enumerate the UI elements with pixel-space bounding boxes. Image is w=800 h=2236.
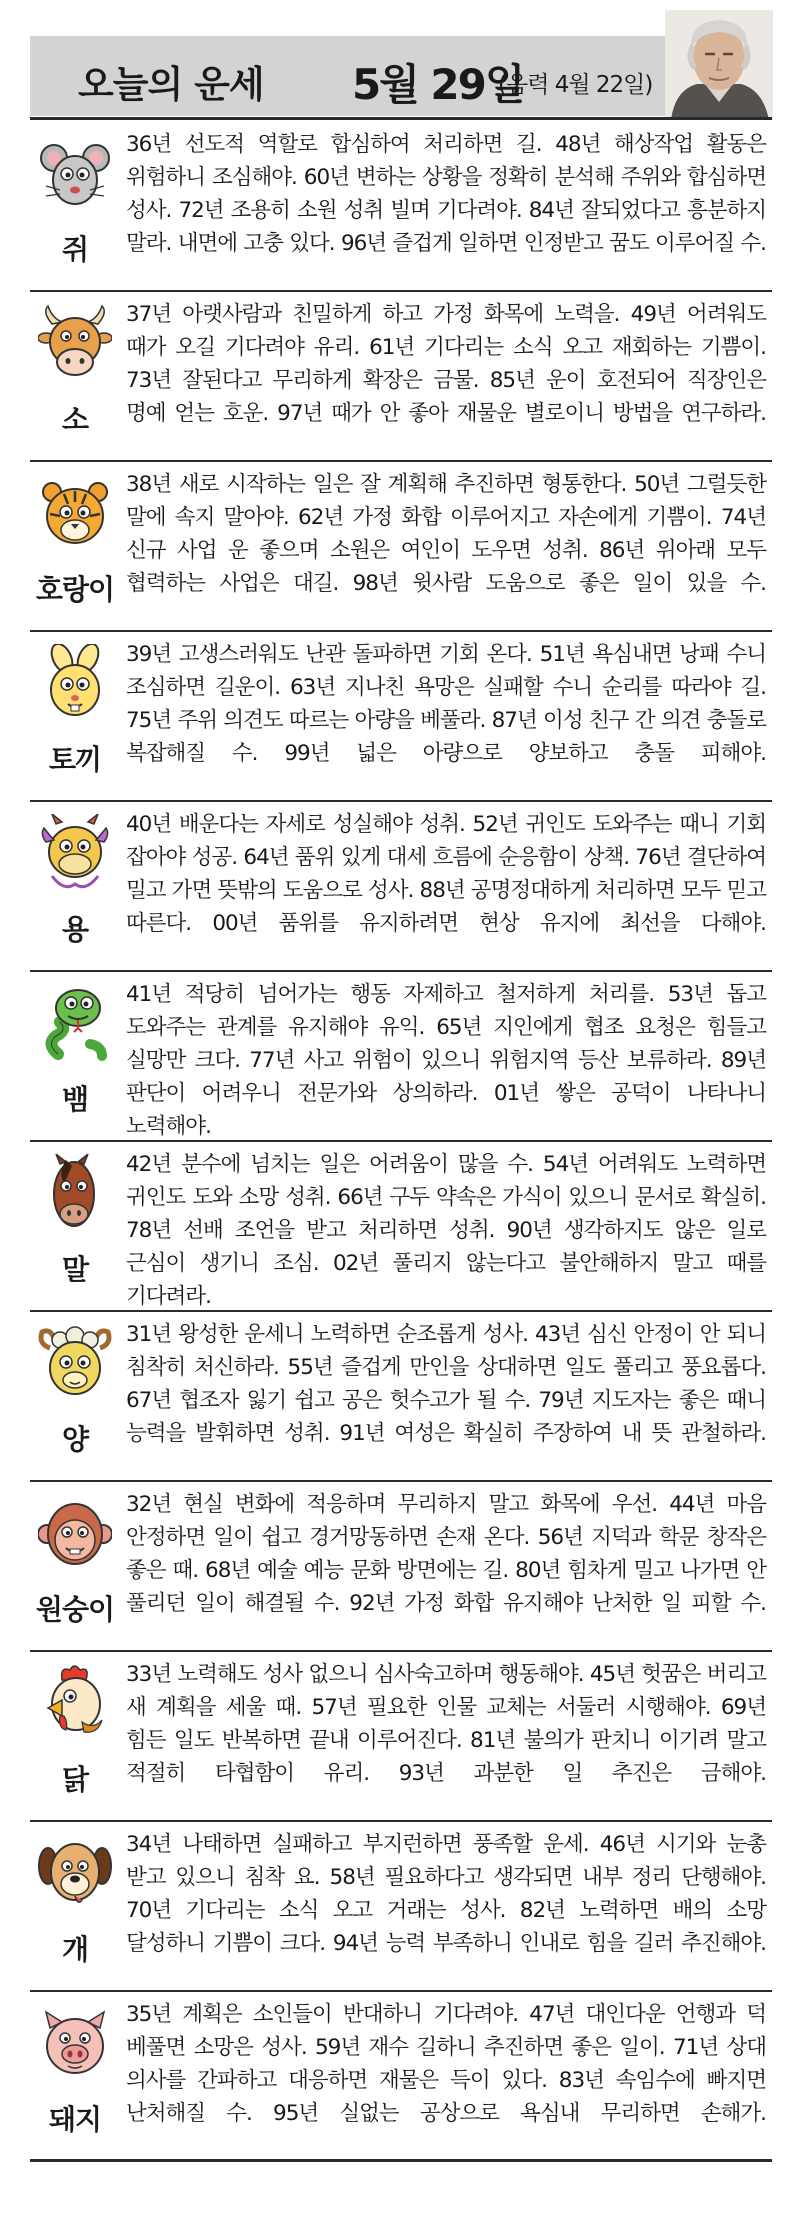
animal-column	[30, 802, 120, 970]
zodiac-row-snake	[30, 972, 772, 1142]
fortune-text: 34년 나태하면 실패하고 부지런하면 풍족할 운세. 46년 시기와 눈총 받고 있으니 침착 요. 58년 필요하다고 생각되면 내부 정리 단행해야. 70년 기다리는 소식 오고 거래는 성사. 82년 노력하면 배의 소망 달성하니 기쁨이 크다. 94년 능력 부족하니 인내로 힘을 길러 추진해야.	[126, 1832, 766, 1956]
fortune-text: 41년 적당히 넘어가는 행동 자제하고 철저하게 처리를. 53년 돕고 도와주는 관계를 유지해야 유익. 65년 지인에게 협조 요청은 힘들고 실망만 크다. 77년 사고 위험이 있으니 위험지역 등산 보류하라. 89년 판단이 어려우니 전문가와 상의하라. 01년 쌓은 공덕이 나타나니 노력해야.	[126, 982, 766, 1139]
zodiac-row-sheep	[30, 1312, 772, 1482]
zodiac-row-ox	[30, 292, 772, 462]
zodiac-row-dog	[30, 1822, 772, 1992]
animal-column	[30, 122, 120, 290]
animal-name: 원숭이	[35, 1593, 115, 1626]
date-label: 5월 29일	[352, 60, 524, 109]
lunar-date-label: (음력 4월 22일)	[498, 72, 653, 98]
zodiac-row-dragon	[30, 802, 772, 972]
pig-icon	[38, 2004, 112, 2084]
animal-column	[30, 972, 120, 1140]
animal-name: 닭	[61, 1763, 89, 1796]
animal-column	[30, 462, 120, 630]
zodiac-list	[30, 122, 772, 2162]
zodiac-row-rabbit	[30, 632, 772, 802]
animal-column	[30, 1652, 120, 1820]
tiger-icon	[38, 474, 112, 554]
animal-name: 토끼	[48, 743, 102, 776]
fortune-text: 42년 분수에 넘치는 일은 어려움이 많을 수. 54년 어려워도 노력하면 귀인도 도와 소망 성취. 66년 구두 약속은 가식이 있으니 문서로 확실히. 78년 선배 조언을 받고 처리하면 성취. 90년 생각하지도 않은 일로 근심이 생기니 조심. 02년 풀리지 않는다고 불안해하지 말고 때를 기다려라.	[126, 1152, 766, 1309]
zodiac-row-horse	[30, 1142, 772, 1312]
zodiac-row-tiger	[30, 462, 772, 632]
fortune-text: 39년 고생스러워도 난관 돌파하면 기회 온다. 51년 욕심내면 낭패 수니 조심하면 길운이. 63년 지나친 욕망은 실패할 수니 순리를 따라야 길. 75년 주위 의견도 따르는 아량을 베풀라. 87년 이성 친구 간 의견 충돌로 복잡해질 수. 99년 넓은 아량으로 양보하고 충돌 피해야.	[126, 642, 766, 766]
animal-name: 뱀	[61, 1083, 89, 1116]
dragon-icon	[38, 814, 112, 894]
animal-column	[30, 632, 120, 800]
fortune-text: 31년 왕성한 운세니 노력하면 순조롭게 성사. 43년 심신 안정이 안 되니 침착히 처신하라. 55년 즐겁게 만인을 상대하면 일도 풀리고 풍요롭다. 67년 협조자 잃기 쉽고 공은 헛수고가 될 수. 79년 지도자는 좋은 때니 능력을 발휘하면 성취. 91년 여성은 확실히 주장하여 내 뜻 관철하라.	[126, 1322, 766, 1446]
rat-icon	[38, 134, 112, 214]
fortune-text: 40년 배운다는 자세로 성실해야 성취. 52년 귀인도 도와주는 때니 기회 잡아야 성공. 64년 품위 있게 대세 흐름에 순응함이 상책. 76년 결단하여 밀고 가면 뜻밖의 도움으로 성사. 88년 공명정대하게 처리하면 모두 믿고 따른다. 00년 품위를 유지하려면 현상 유지에 최선을 다해야.	[126, 812, 766, 936]
rabbit-icon	[38, 644, 112, 724]
animal-name: 돼지	[48, 2103, 102, 2136]
monkey-icon	[38, 1494, 112, 1574]
fortune-text: 36년 선도적 역할로 합심하여 처리하면 길. 48년 해상작업 활동은 위험하니 조심해야. 60년 변하는 상황을 정확히 분석해 주위와 합심하면 성사. 72년 조용히 소원 성취 빌며 기다려야. 84년 잘되었다고 흥분하지 말라. 내면에 고충 있다. 96년 즐겁게 일하면 인정받고 꿈도 이루어질 수.	[126, 132, 766, 256]
animal-name: 용	[61, 913, 89, 946]
fortune-text: 38년 새로 시작하는 일은 잘 계획해 추진하면 형통한다. 50년 그럴듯한 말에 속지 말아야. 62년 가정 화합 이루어지고 자손에게 기쁨이. 74년 신규 사업 운 좋으며 소원은 여인이 도우면 성취. 86년 위아래 모두 협력하는 사업은 대길. 98년 윗사람 도움으로 좋은 일이 있을 수.	[126, 472, 766, 596]
zodiac-row-monkey	[30, 1482, 772, 1652]
animal-name: 양	[61, 1423, 89, 1456]
page-title: 오늘의 운세	[78, 63, 264, 106]
zodiac-row-pig	[30, 1992, 772, 2162]
fortune-text: 37년 아랫사람과 친밀하게 하고 가정 화목에 노력을. 49년 어려워도 때가 오길 기다려야 유리. 61년 기다리는 소식 오고 재회하는 기쁨이. 73년 잘된다고 무리하게 확장은 금물. 85년 운이 호전되어 직장인은 명예 얻는 호운. 97년 때가 안 좋아 재물운 별로이니 방법을 연구하라.	[126, 302, 766, 426]
zodiac-row-rooster	[30, 1652, 772, 1822]
animal-name: 호랑이	[35, 573, 115, 606]
animal-name: 개	[61, 1933, 89, 1966]
animal-name: 쥐	[61, 233, 89, 266]
zodiac-row-rat	[30, 122, 772, 292]
animal-column	[30, 1142, 120, 1310]
snake-icon	[38, 984, 112, 1064]
animal-column	[30, 292, 120, 460]
sheep-icon	[38, 1324, 112, 1404]
animal-column	[30, 1482, 120, 1650]
animal-name: 말	[61, 1253, 89, 1286]
ox-icon	[38, 304, 112, 384]
fortune-text: 32년 현실 변화에 적응하며 무리하지 말고 화목에 우선. 44년 마음 안정하면 일이 쉽고 경거망동하면 손재 온다. 56년 지덕과 학문 창작은 좋은 때. 68년 예술 예능 문화 방면에는 길. 80년 힘차게 밀고 나가면 안 풀리던 일이 해결될 수. 92년 가정 화합 유지해야 난처한 일 피할 수.	[126, 1492, 766, 1616]
horse-icon	[38, 1154, 112, 1234]
dog-icon	[38, 1834, 112, 1914]
fortune-text: 33년 노력해도 성사 없으니 심사숙고하며 행동해야. 45년 헛꿈은 버리고 새 계획을 세울 때. 57년 필요한 인물 교체는 서둘러 시행해야. 69년 힘든 일도 반복하면 끝내 이루어진다. 81년 불의가 판치니 이기려 말고 적절히 타협함이 유리. 93년 과분한 일 추진은 금해야.	[126, 1662, 766, 1786]
animal-column	[30, 1822, 120, 1990]
header-divider	[30, 117, 772, 120]
animal-name: 소	[61, 403, 89, 436]
animal-column	[30, 1312, 120, 1480]
rooster-icon	[38, 1664, 112, 1744]
animal-column	[30, 1992, 120, 2159]
header-banner	[30, 36, 765, 116]
fortune-text: 35년 계획은 소인들이 반대하니 기다려야. 47년 대인다운 언행과 덕 베풀면 소망은 성사. 59년 재수 길하니 추진하면 좋은 일이. 71년 상대 의사를 간파하고 대응하면 재물은 득이 있다. 83년 속임수에 빠지면 난처해질 수. 95년 실없는 공상으로 욕심내 무리하면 손해가.	[126, 2002, 766, 2126]
fortune-teller-portrait	[665, 10, 773, 120]
